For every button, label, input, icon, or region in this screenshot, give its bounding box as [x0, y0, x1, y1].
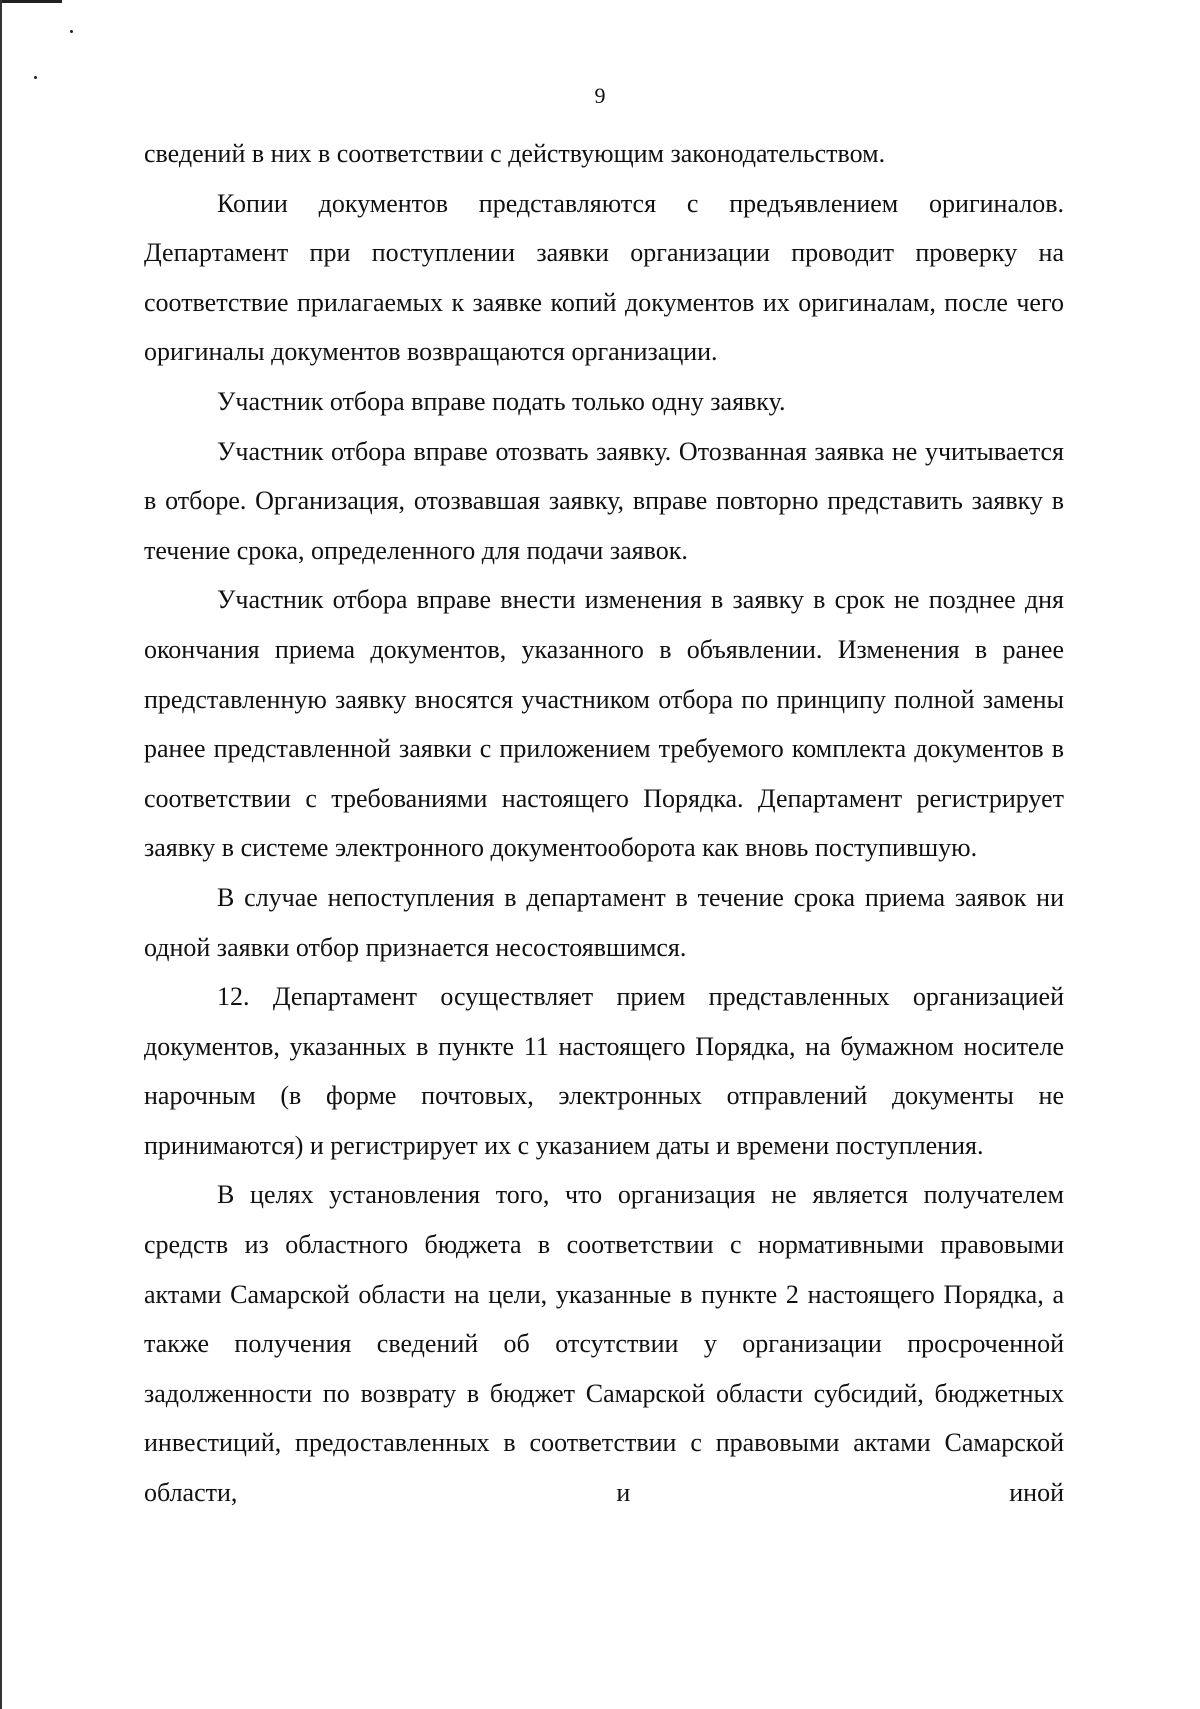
paragraph-no-applications: В случае непоступления в департамент в течение срока приема заявок ни одной заявки отбор признается несостоявшимся.	[144, 882, 1064, 962]
paragraph-changes: Участник отбора вправе внести изменения в заявку в срок не позднее дня окончания приема документов, указанного в объявлении. Изменения в ранее представленную заявку вносятся участником отбора по принципу полной замены ранее представленной заявки с приложением требуемого комплекта документов в соответствии с требованиями настоящего Порядка. Департамент регистрирует заявку в системе электронного документооборота как вновь поступившую.	[144, 585, 1064, 863]
page-number: 9	[594, 83, 606, 108]
scan-edge-top	[0, 0, 62, 3]
paragraph-continuation: сведений в них в соответствии с действующим законодательством.	[144, 139, 886, 168]
paragraph-one-application: Участник отбора вправе подать только одну заявку.	[217, 386, 786, 416]
paragraph-copies: Копии документов представляются с предъявлением оригиналов. Департамент при поступлении заявки организации проводит проверку на соответствие прилагаемых к заявке копий документов их оригиналам, после чего оригиналы документов возвращаются организации.	[144, 188, 1064, 367]
paragraph-section-12: 12. Департамент осуществляет прием представленных организацией документов, указанных в пункте 11 настоящего Порядка, на бумажном носителе нарочным (в форме почтовых, электронных отправлений документы не принимаются) и регистрирует их с указанием даты и времени поступления.	[144, 982, 1064, 1160]
scan-speck	[34, 76, 37, 79]
scan-speck	[70, 30, 73, 33]
document-body	[144, 129, 1064, 1518]
paragraph-withdraw: Участник отбора вправе отозвать заявку. Отозванная заявка не учитывается в отборе. Организация, отозвавшая заявку, вправе повторно представить заявку в течение срока, определенного для подачи заявок.	[144, 436, 1064, 565]
paragraph-verification: В целях установления того, что организация не является получателем средств из областного бюджета в соответствии с нормативными правовыми актами Самарской области на цели, указанные в пункте 2 настоящего Порядка, а также получения сведений об отсутствии у организации просроченной задолженности по возврату в бюджет Самарской области субсидий, бюджетных инвестиций, предоставленных в соответствии с правовыми актами Самарской области, и иной	[144, 1180, 1064, 1508]
scan-edge-left	[0, 0, 2, 1709]
